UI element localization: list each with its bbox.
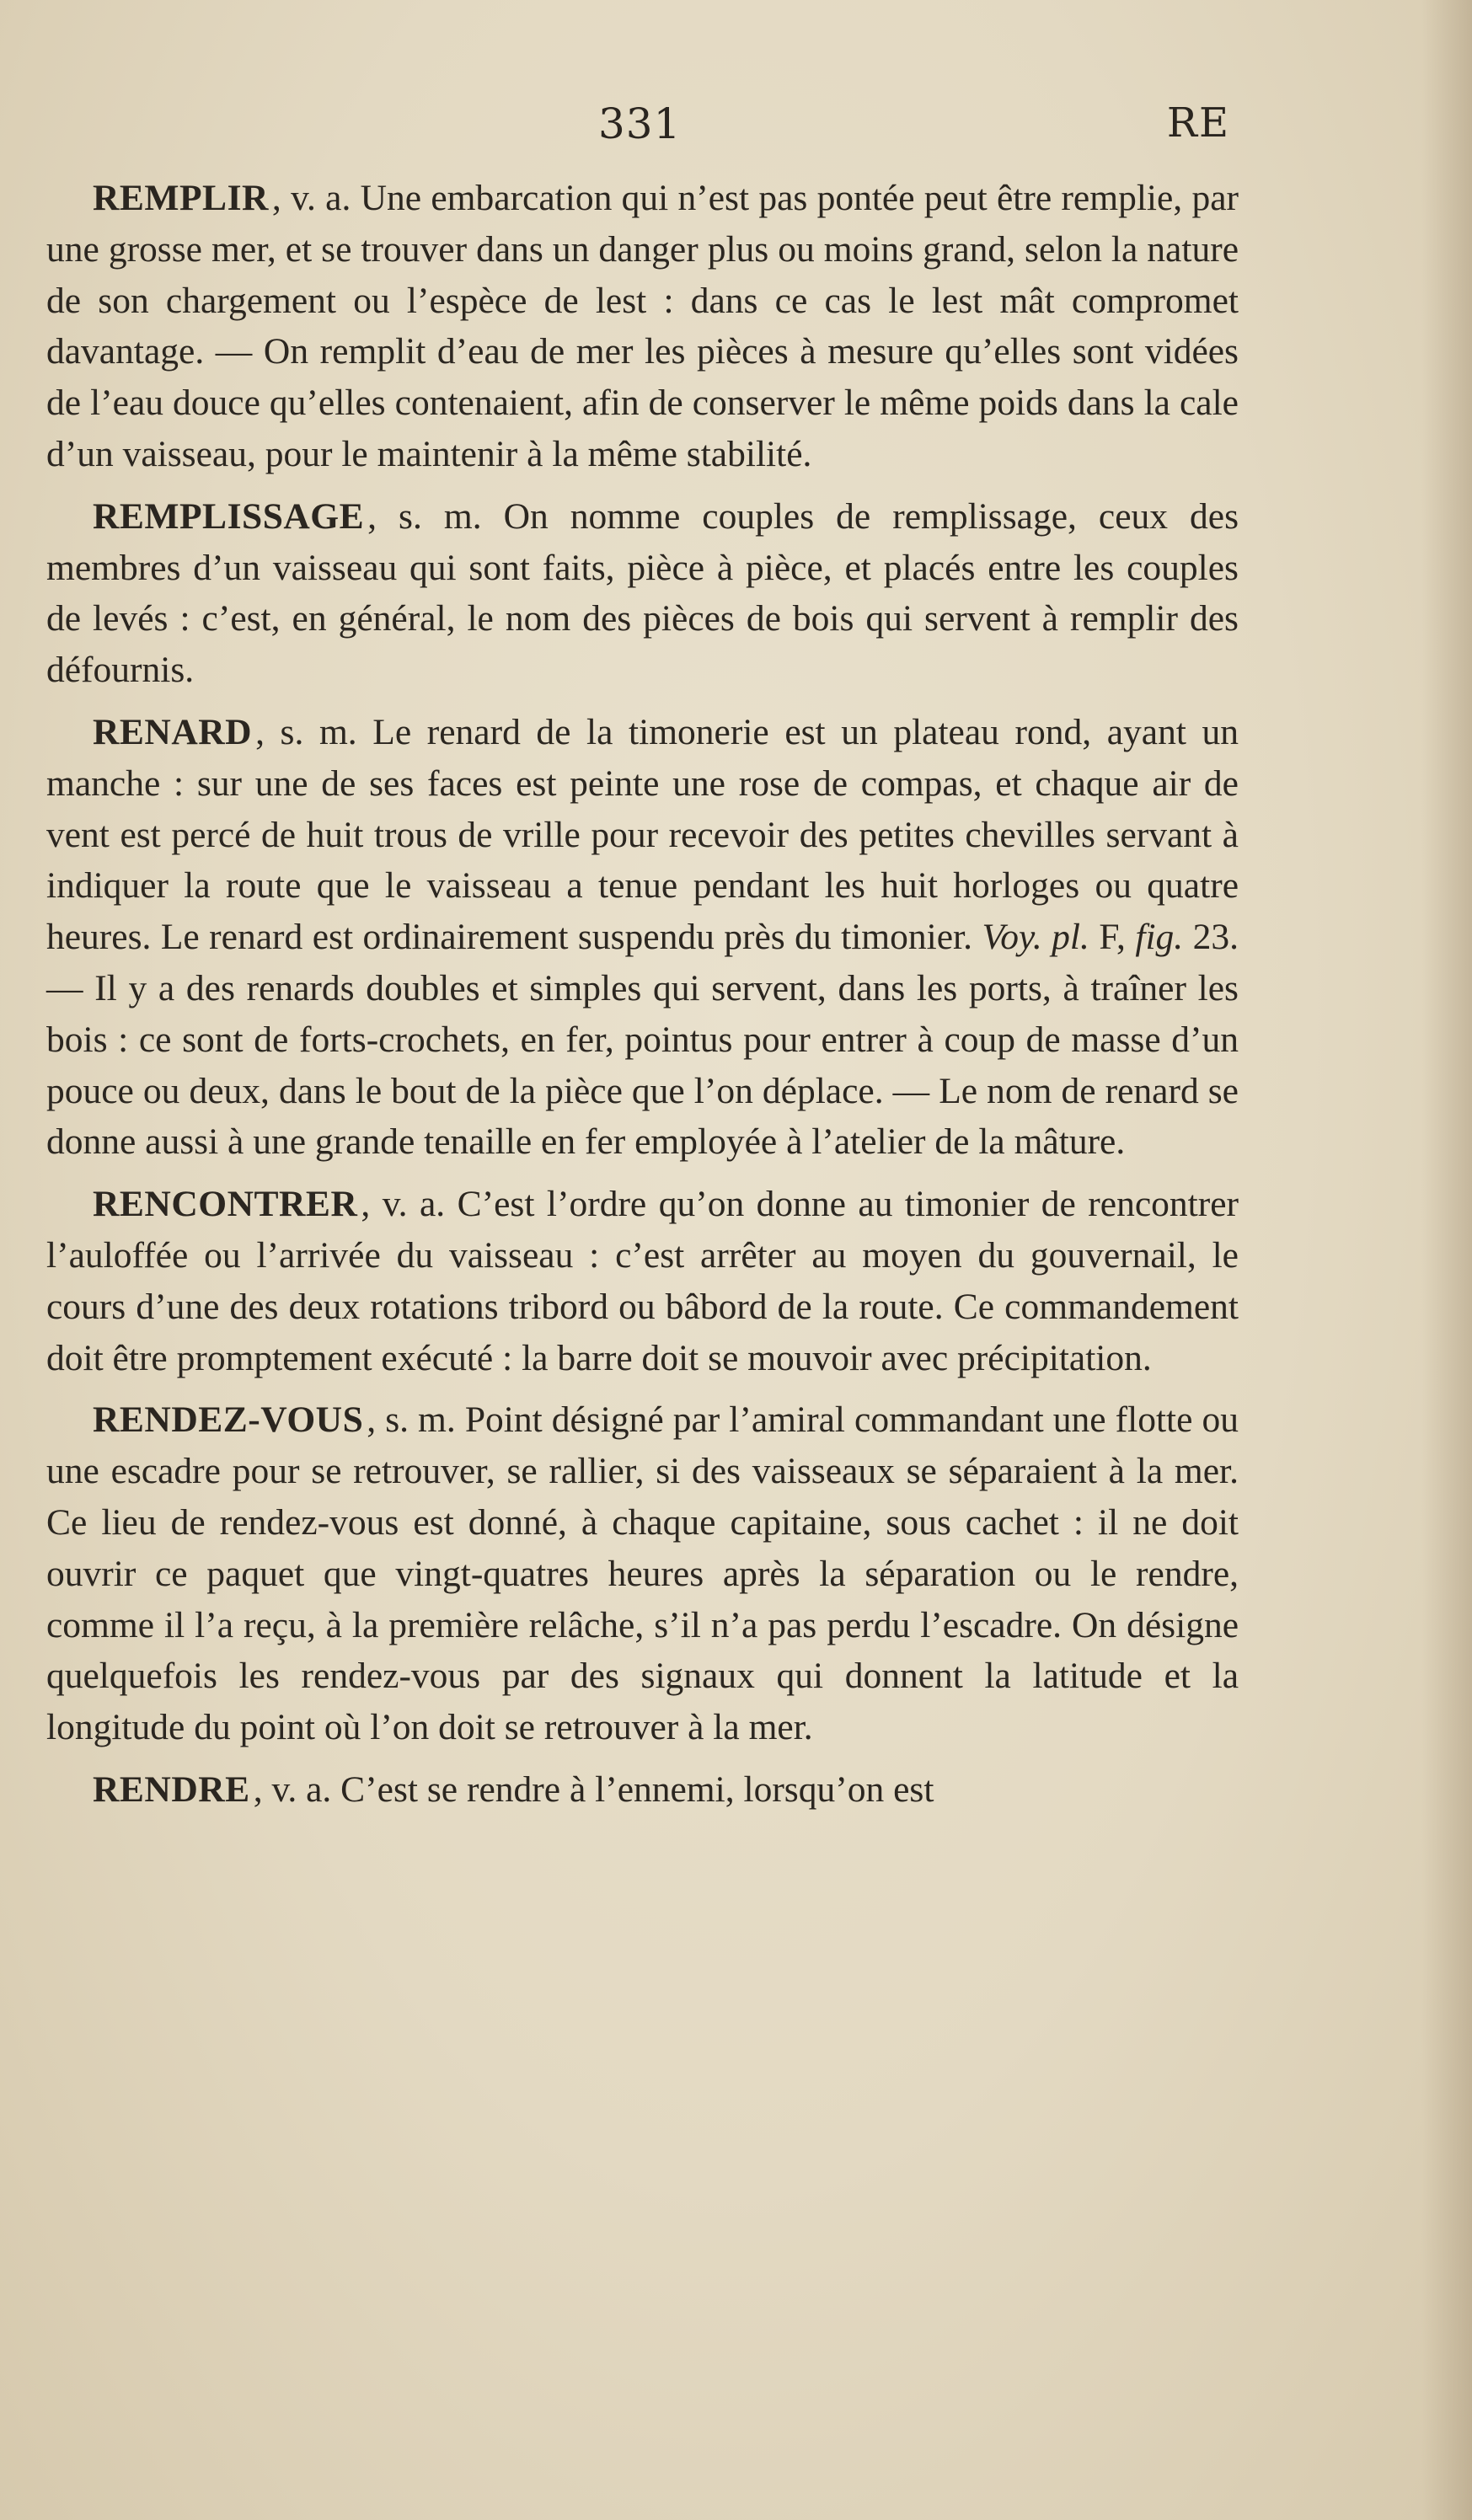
figure-reference: fig. xyxy=(1135,917,1184,958)
grammatical-note: , v. a. xyxy=(271,178,351,218)
dictionary-entry-rencontrer xyxy=(46,1179,1239,1383)
headword: RENARD xyxy=(93,711,253,752)
grammatical-note: , s. m. xyxy=(367,1399,456,1441)
grammatical-note: , v. a. xyxy=(253,1768,332,1810)
dictionary-entry-remplir xyxy=(46,173,1239,480)
dictionary-text xyxy=(46,173,1239,1827)
definition-text: On nomme couples de remplissage, ceux des membres d’un vaisseau qui sont faits, pièce à pièce, et placés entre les couples de levés : c’est, en général, le nom des pièces de bois qui servent à remplir des défournis. xyxy=(46,495,1239,691)
definition-text: C’est se rendre à l’ennemi, lorsqu’on est xyxy=(331,1768,934,1810)
definition-text: C’est l’ordre qu’on donne au timonier de rencontrer l’auloffée ou l’arrivée du vaisseau : c’est arrêter au moyen du gouvernail, le cours d’une des deux rotations tribord ou bâbord de la route. Ce commandement doit être promptement exécuté : la barre doit se mouvoir avec précipitation. xyxy=(46,1184,1239,1378)
headword: RENDRE xyxy=(93,1768,250,1810)
running-head: RE xyxy=(1166,99,1230,147)
headword: REMPLISSAGE xyxy=(93,495,365,537)
definition-text: Une embarcation qui n’est pas pontée peut être remplie, par une grosse mer, et se trouver dans un danger plus ou moins grand, selon la nature de son chargement ou l’espèce de lest : dans ce cas le lest mât compromet davantage. — On remplit d’eau de mer les pièces à mesure qu’elles sont vidées de l’eau douce qu’elles contenaient, afin de conserver le même poids dans la cale d’un vaisseau, pour le maintenir à la même stabilité. xyxy=(46,178,1239,474)
dictionary-entry-remplissage xyxy=(46,491,1239,696)
dictionary-entry-rendez-vous xyxy=(46,1394,1239,1753)
plate-letter: F, xyxy=(1089,917,1136,958)
definition-text-continued: 23. — Il y a des renards doubles et simples qui servent, dans les ports, à traîner les bois : ce sont de forts-crochets, en fer, pointus pour entrer à coup de masse d’un pouce ou deux, dans le bout de la pièce que l’on déplace. — Le nom de renard se donne aussi à une grande tenaille en fer employée à l’atelier de la mâture. xyxy=(46,917,1239,1163)
dictionary-entry-rendre xyxy=(46,1764,1239,1816)
dictionary-entry-renard xyxy=(46,707,1239,1168)
page-header xyxy=(84,99,1230,167)
definition-text: Point désigné par l’amiral commandant une flotte ou une escadre pour se retrouver, se rallier, si des vaisseaux se séparaient à la mer. Ce lieu de rendez-vous est donné, à chaque capitaine, sous cachet : il ne doit ouvrir ce paquet que vingt-quatres heures après la séparation ou le rendre, comme il l’a reçu, à la première relâche, s’il n’a pas perdu l’escadre. On désigne quelquefois les rendez-vous par des signaux qui donnent la latitude et la longitude du point où l’on doit se retrouver à la mer. xyxy=(46,1399,1239,1748)
headword: RENDEZ-VOUS xyxy=(93,1399,364,1441)
plate-reference: Voy. pl. xyxy=(982,917,1089,958)
headword: RENCONTRER xyxy=(93,1184,358,1225)
grammatical-note: , s. m. xyxy=(255,711,357,752)
grammatical-note: , s. m. xyxy=(367,495,482,537)
headword: REMPLIR xyxy=(93,178,269,218)
page-number: 331 xyxy=(598,99,682,148)
grammatical-note: , v. a. xyxy=(361,1184,446,1225)
definition-text: Le renard de la timonerie est un plateau rond, ayant un manche : sur une de ses faces est peinte une rose de compas, et chaque air de vent est percé de huit trous de vrille pour recevoir des petites chevilles servant à indiquer la route que le vaisseau a tenue pendant les huit horloges ou quatre heures. Le renard est ordinairement suspendu près du timonier. xyxy=(46,711,1239,958)
